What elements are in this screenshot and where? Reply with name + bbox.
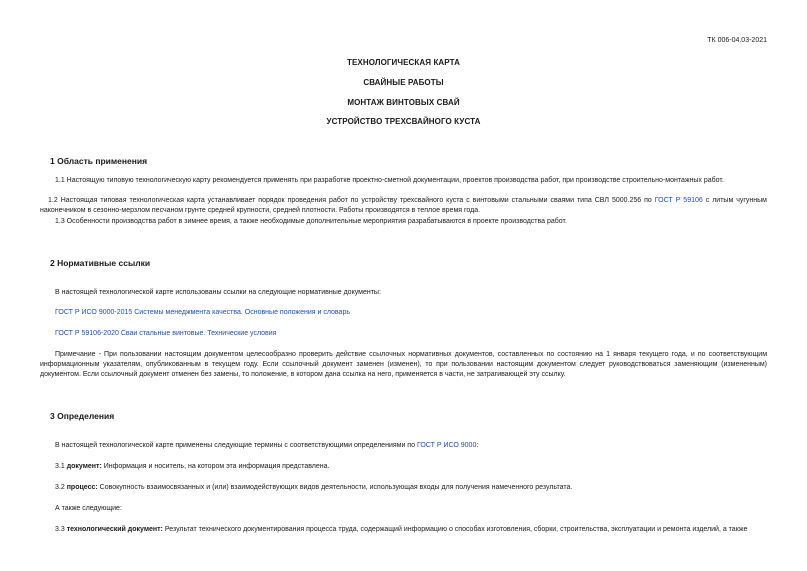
paragraph-1-3: 1.3 Особенности производства работ в зимнее время, а также необходимые дополнительные мероприятия разрабатываются в проекте производства работ. <box>55 218 567 225</box>
definition-3-3-text: Результат технического документирования процесса труда, содержащий информацию о способах изготовления, сборки, строительства, эксплуатации и ремонта изделий, а также <box>164 526 748 533</box>
section-3-intro-colon: : <box>476 442 479 449</box>
document-code: ТК 006-04.03-2021 <box>707 37 767 44</box>
title-pile-works: СВАЙНЫЕ РАБОТЫ <box>363 78 444 87</box>
title-technological-map: ТЕХНОЛОГИЧЕСКАЯ КАРТА <box>347 58 460 67</box>
section-2-heading: 2 Нормативные ссылки <box>50 258 151 268</box>
section-3-heading: 3 Определения <box>50 411 115 421</box>
section-2-note: Примечание - При пользовании настоящим документом целесообразно проверить действие ссылочных нормативных документов, составленных по состоянию на 1 января текущего года, и по соответствующим информационным указателям, опубликованным в текущем году. Если ссылочный документ заменен (изменен), то при пользовании настоящим документом следует руководствоваться заменяющим (измененным) документом. Если ссылочный документ отменен без замены, то положение, в котором дана ссылка на него, применяется в части, не затрагивающей эту ссылку. <box>40 351 767 378</box>
definition-3-3 <box>55 525 785 535</box>
section-2-intro: В настоящей технологической карте использованы ссылки на следующие нормативные документы: <box>55 289 381 296</box>
title-three-pile-cluster: УСТРОЙСТВО ТРЕХСВАЙНОГО КУСТА <box>326 117 481 126</box>
definition-3-1 <box>55 462 785 472</box>
section-3-intro <box>55 441 785 451</box>
definition-3-2-text: Совокупность взаимосвязанных и (или) взаимодействующих видов деятельности, использующая входы для получения намеченного результата. <box>99 484 573 491</box>
section-1-heading: 1 Область применения <box>50 156 148 166</box>
definition-3-1-term: документ: <box>66 463 102 470</box>
paragraph-1-2-text-b: с литым чугунным наконечником в сезонно-мерзлом песчаном грунте средней крупности, средней плотности. Работы производятся в теплое время года. <box>40 197 767 214</box>
definition-3-1-text: Информация и носитель, на котором эта информация представлена. <box>103 463 330 470</box>
gost-59106-link[interactable]: ГОСТ Р 59106 <box>654 197 703 204</box>
paragraph-1-1: 1.1 Настоящую типовую технологическую карту рекомендуется применять при разработке проектно-сметной документации, проектов производства работ, при производстве строительно-монтажных работ. <box>55 177 724 184</box>
definition-3-2-number: 3.2 <box>55 484 65 491</box>
reference-gost-iso-9000[interactable]: ГОСТ Р ИСО 9000-2015 Системы менеджмента качества. Основные положения и словарь <box>55 309 350 316</box>
also-following: А также следующие: <box>55 505 122 512</box>
definition-3-2 <box>55 483 785 493</box>
reference-gost-59106[interactable]: ГОСТ Р 59106-2020 Сваи стальные винтовые. Технические условия <box>55 330 277 337</box>
definition-3-2-term: процесс: <box>66 484 98 491</box>
definition-3-3-term: технологический документ: <box>66 526 163 533</box>
definition-3-1-number: 3.1 <box>55 463 65 470</box>
section-3-intro-text: В настоящей технологической карте применены следующие термины с соответствующими определениями по <box>55 442 415 449</box>
definition-3-3-number: 3.3 <box>55 526 65 533</box>
title-screw-piles-mounting: МОНТАЖ ВИНТОВЫХ СВАЙ <box>347 98 460 107</box>
gost-iso-9000-link[interactable]: ГОСТ Р ИСО 9000 <box>416 442 477 449</box>
paragraph-1-2 <box>40 196 767 216</box>
paragraph-1-2-text-a: 1.2 Настоящая типовая технологическая карта устанавливает порядок проведения работ по устройству трехсвайного куста с винтовыми стальными сваями типа СВЛ 5000.256 по <box>48 197 652 204</box>
